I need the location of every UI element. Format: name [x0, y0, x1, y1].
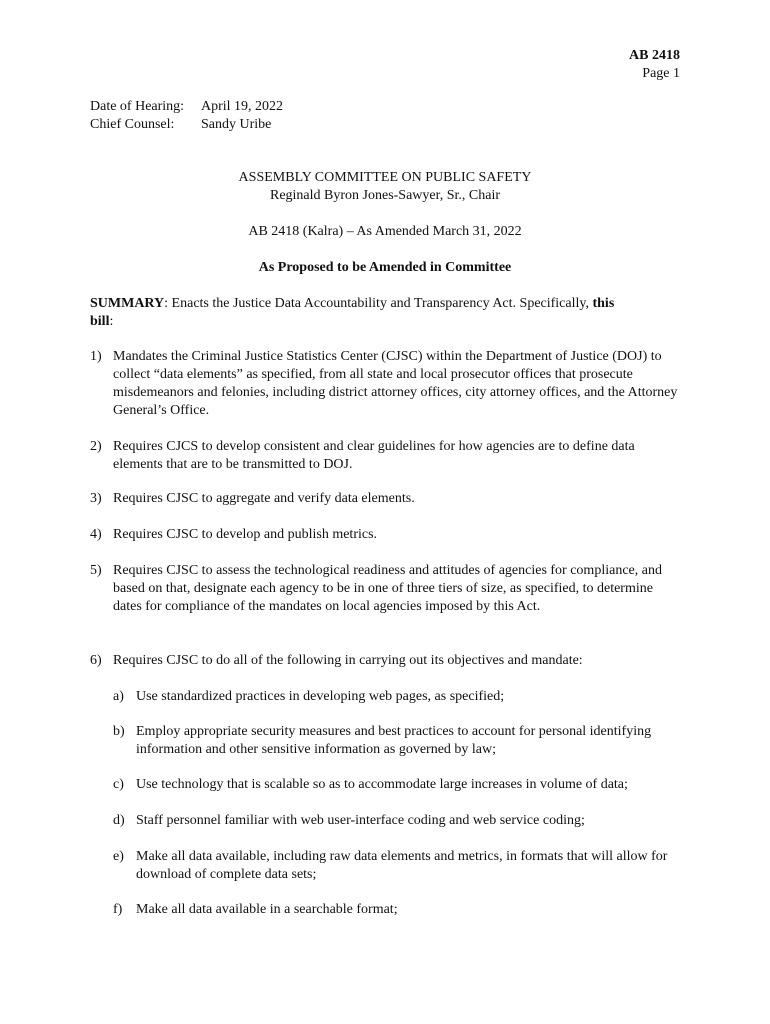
sub-list-letter: b) [113, 724, 125, 739]
summary-bill: bill [90, 314, 110, 329]
page-number: Page 1 [642, 66, 680, 81]
list-item-text: Requires CJSC to assess the technological readiness and attitudes of agencies for compliance, and based on that, designate each agency to be in one of three tiers of size, as specified, to determine dates for compliance of the mandates on local agencies imposed by this Act. [113, 563, 662, 614]
summary-label: SUMMARY [90, 296, 165, 311]
summary-text: : Enacts the Justice Data Accountability and Transparency Act. Specifically, [164, 296, 593, 311]
list-item-text: Requires CJSC to do all of the following in carrying out its objectives and mandate: [113, 653, 583, 668]
list-item-text: Requires CJCS to develop consistent and clear guidelines for how agencies are to define data elements that are to be transmitted to DOJ. [113, 439, 635, 472]
list-item-text: Requires CJSC to aggregate and verify data elements. [113, 491, 415, 506]
list-item-number: 6) [90, 653, 102, 668]
sub-list-letter: e) [113, 849, 124, 864]
summary-this: this [592, 296, 615, 311]
sub-list-text: Make all data available in a searchable format; [136, 902, 398, 917]
proposed-amendment-heading: As Proposed to be Amended in Committee [258, 260, 512, 275]
summary-end: : [109, 314, 114, 329]
hearing-date-label: Date of Hearing: [90, 99, 185, 114]
hearing-date-value: April 19, 2022 [201, 99, 284, 114]
sub-list-letter: a) [113, 689, 124, 704]
sub-list-text: Staff personnel familiar with web user-interface coding and web service coding; [136, 813, 585, 828]
chief-counsel-value: Sandy Uribe [201, 117, 272, 132]
sub-list-text: Employ appropriate security measures and best practices to account for personal identifying information and other sensitive information as governed by law; [136, 724, 652, 757]
bill-number-header: AB 2418 [629, 48, 680, 63]
committee-chair: Reginald Byron Jones-Sawyer, Sr., Chair [269, 188, 501, 203]
list-item-text: Mandates the Criminal Justice Statistics Center (CJSC) within the Department of Justice (DOJ) to collect “data elements” as specified, from all state and local prosecutor offices that prosecute misdemeanors and felonies, including district attorney offices, city attorney offices, and the Attorney General’s Office. [113, 349, 678, 418]
sub-list-letter: f) [113, 902, 123, 917]
list-item-text: Requires CJSC to develop and publish metrics. [113, 527, 378, 542]
hearing-date-line [90, 98, 283, 116]
sub-list-text: Use technology that is scalable so as to accommodate large increases in volume of data; [136, 777, 628, 792]
sub-list-letter: c) [113, 777, 124, 792]
sub-list-text: Use standardized practices in developing web pages, as specified; [136, 689, 505, 704]
committee-name: ASSEMBLY COMMITTEE ON PUBLIC SAFETY [238, 170, 532, 185]
list-item-number: 2) [90, 439, 102, 454]
list-item-number: 5) [90, 563, 102, 578]
summary-paragraph [90, 295, 685, 331]
sub-list-letter: d) [113, 813, 125, 828]
bill-title-line: AB 2418 (Kalra) – As Amended March 31, 2022 [248, 224, 522, 239]
list-item-number: 1) [90, 349, 102, 364]
chief-counsel-line [90, 116, 271, 134]
sub-list-text: Make all data available, including raw data elements and metrics, in formats that will allow for download of complete data sets; [136, 849, 668, 882]
list-item-number: 4) [90, 527, 102, 542]
chief-counsel-label: Chief Counsel: [90, 117, 175, 132]
list-item-number: 3) [90, 491, 102, 506]
